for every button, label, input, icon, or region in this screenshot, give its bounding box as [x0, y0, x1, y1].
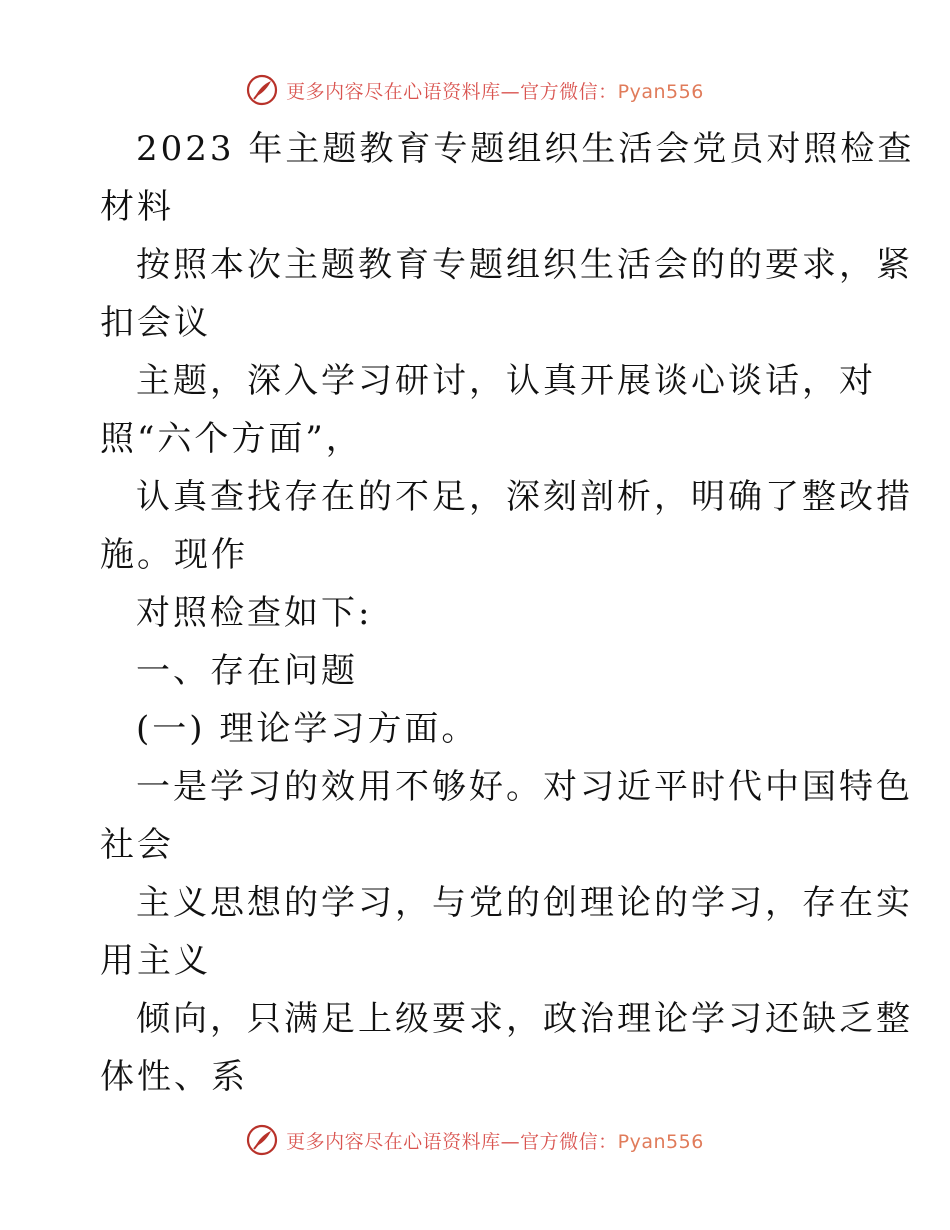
document-line: 按照本次主题教育专题组织生活会的的要求，紧 [136, 245, 913, 285]
document-line: 认真查找存在的不足，深刻剖析，明确了整改措 [136, 477, 913, 517]
document-line: 材料 [100, 187, 174, 227]
document-line: 用主义 [100, 941, 211, 981]
document-body [100, 120, 915, 1106]
document-line: 一、存在问题 [136, 651, 358, 691]
document-line: 一是学习的效用不够好。对习近平时代中国特色 [136, 767, 913, 807]
document-line: 主题，深入学习研讨，认真开展谈心谈话，对 [136, 361, 876, 401]
document-line: 体性、系 [100, 1057, 248, 1097]
document-line: 2023 年主题教育专题组织生活会党员对照检查 [136, 129, 915, 169]
document-line: 主义思想的学习，与党的创理论的学习，存在实 [136, 883, 913, 923]
quill-logo-icon [246, 1124, 278, 1156]
document-line: 施。现作 [100, 535, 248, 575]
document-line: (一) 理论学习方面。 [136, 709, 479, 749]
watermark-header [0, 70, 950, 110]
document-line: 扣会议 [100, 303, 211, 343]
watermark-text: 更多内容尽在心语资料库—官方微信：Pyan556 [286, 1130, 704, 1153]
watermark-footer [0, 1120, 950, 1160]
document-line: 社会 [100, 825, 174, 865]
watermark-text: 更多内容尽在心语资料库—官方微信：Pyan556 [286, 80, 704, 103]
document-line: 对照检查如下: [136, 593, 373, 633]
quill-logo-icon [246, 74, 278, 106]
document-line: 倾向，只满足上级要求，政治理论学习还缺乏整 [136, 999, 913, 1039]
document-line: 照“六个方面”， [100, 419, 363, 459]
